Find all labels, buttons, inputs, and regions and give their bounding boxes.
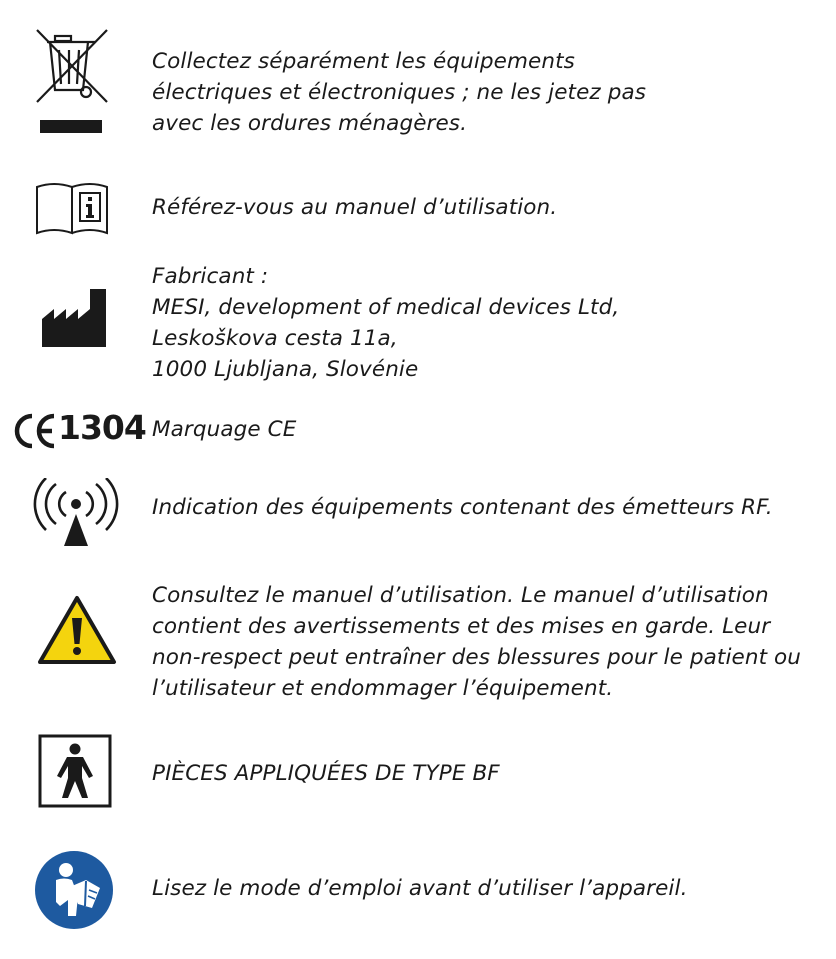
weee-crossed-bin-icon [33,28,111,138]
type-bf-applied-part-icon [38,734,112,808]
manual-info-book-icon [34,181,110,237]
ce-letters-icon [14,412,58,452]
weee-description: Collectez séparément les équipements électriques et électroniques ; ne les jetez pas avec les ordures ménagères. [152,49,647,136]
manufacturer-factory-icon [40,287,110,349]
rf-transmitter-icon [30,478,122,548]
manual-description: Référez-vous au manuel d’utilisation. [152,195,558,220]
ce-description: Marquage CE [152,417,297,442]
read-instructions-description: Lisez le mode d’emploi avant d’utiliser l’appareil. [152,876,688,901]
ce-notified-body-number: 1304 [58,408,146,447]
type-bf-description: PIÈCES APPLIQUÉES DE TYPE BF [152,761,500,786]
manufacturer-description: Fabricant : MESI, development of medical devices Ltd, Leskoškova cesta 11a, 1000 Ljubljana, Slovénie [152,264,620,382]
warning-triangle-icon [37,594,117,666]
warning-description: Consultez le manuel d’utilisation. Le manuel d’utilisation contient des avertissements et des mises en garde. Leur non-respect peut entraîner des blessures pour le patient ou l’utilisateur et endommager l’équipement. [152,583,802,701]
read-instructions-icon [34,850,114,930]
rf-description: Indication des équipements contenant des émetteurs RF. [152,495,773,520]
ce-mark-icon [14,408,146,450]
